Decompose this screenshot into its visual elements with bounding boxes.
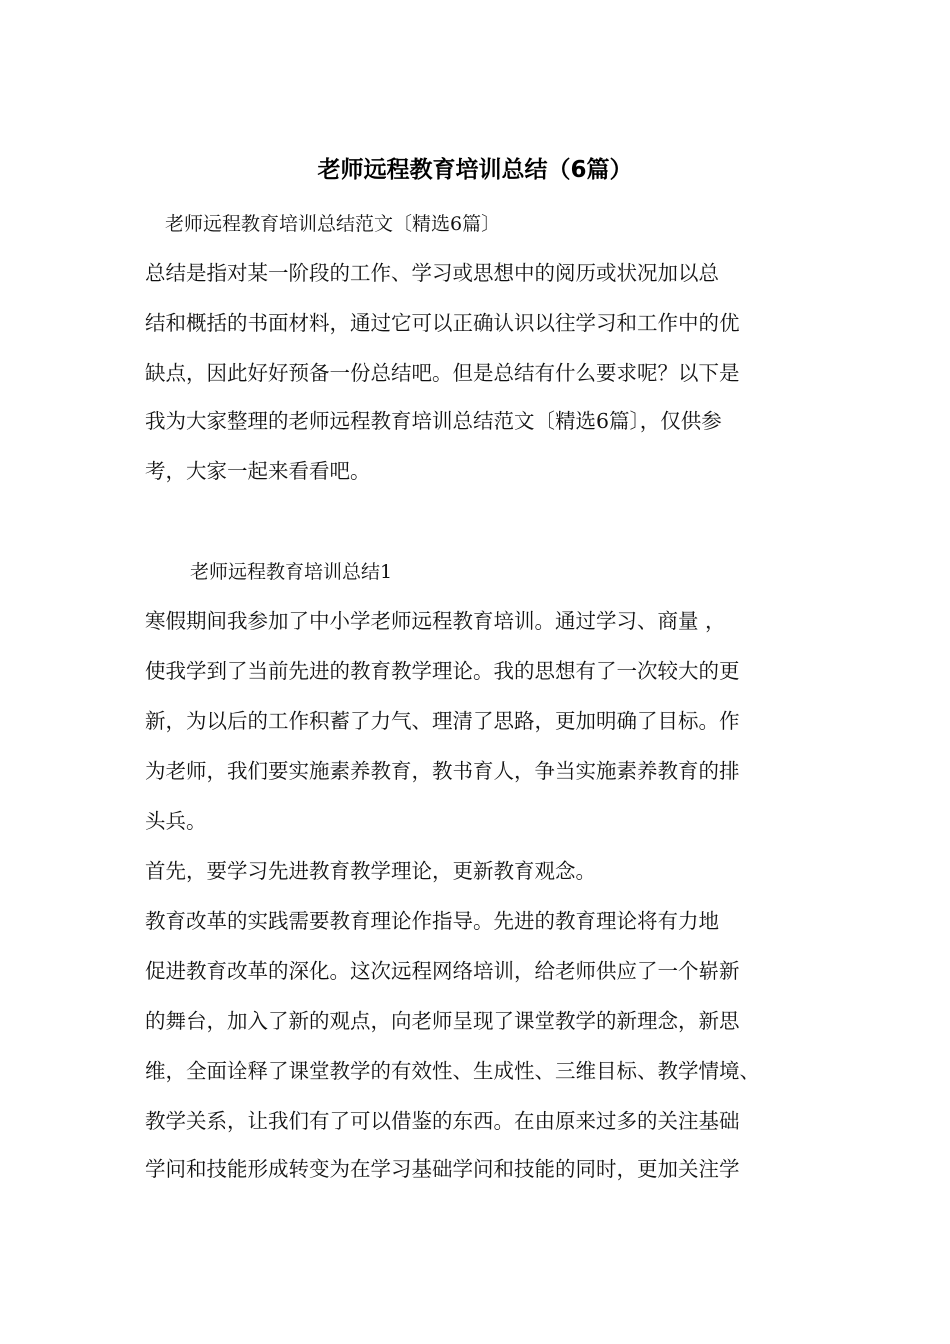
- body-paragraph-line: 首先，要学习先进教育教学理论，更新教育观念。: [145, 859, 596, 883]
- intro-paragraph-line: 我为大家整理的老师远程教育培训总结范文〔精选6篇〕，仅供参: [145, 409, 722, 433]
- body-paragraph-line: 寒假期间我参加了中小学老师远程教育培训。通过学习、商量 ，: [145, 609, 726, 633]
- intro-paragraph-line: 考，大家一起来看看吧。: [145, 459, 371, 483]
- intro-paragraph-line: 结和概括的书面材料，通过它可以正确认识以往学习和工作中的优: [145, 311, 740, 335]
- body-paragraph-line: 为老师，我们要实施素养教育，教书育人，争当实施素养教育的排: [145, 759, 740, 783]
- body-paragraph-line: 教学关系，让我们有了可以借鉴的东西。在由原来过多的关注基础: [145, 1109, 740, 1133]
- body-paragraph-line: 使我学到了当前先进的教育教学理论。我的思想有了一次较大的更: [145, 659, 740, 683]
- section-heading: 老师远程教育培训总结1: [190, 561, 393, 583]
- body-paragraph-line: 头兵。: [145, 809, 207, 833]
- body-paragraph-line: 的舞台，加入了新的观点，向老师呈现了课堂教学的新理念，新思: [145, 1009, 740, 1033]
- document-title: 老师远程教育培训总结（6篇）: [317, 157, 633, 183]
- body-paragraph-line: 促进教育改革的深化。这次远程网络培训，给老师供应了一个崭新: [145, 959, 740, 983]
- body-paragraph-line: 维，全面诠释了课堂教学的有效性、生成性、三维目标、教学情境、: [145, 1059, 760, 1083]
- document-subtitle: 老师远程教育培训总结范文〔精选6篇〕: [165, 213, 501, 235]
- intro-paragraph-line: 缺点，因此好好预备一份总结吧。但是总结有什么要求呢？以下是: [145, 361, 740, 385]
- body-paragraph-line: 新，为以后的工作积蓄了力气、理清了思路，更加明确了目标。作: [145, 709, 740, 733]
- body-paragraph-line: 学问和技能形成转变为在学习基础学问和技能的同时，更加关注学: [145, 1157, 740, 1181]
- body-paragraph-line: 教育改革的实践需要教育理论作指导。先进的教育理论将有力地: [145, 909, 719, 933]
- intro-paragraph-line: 总结是指对某一阶段的工作、学习或思想中的阅历或状况加以总: [145, 261, 719, 285]
